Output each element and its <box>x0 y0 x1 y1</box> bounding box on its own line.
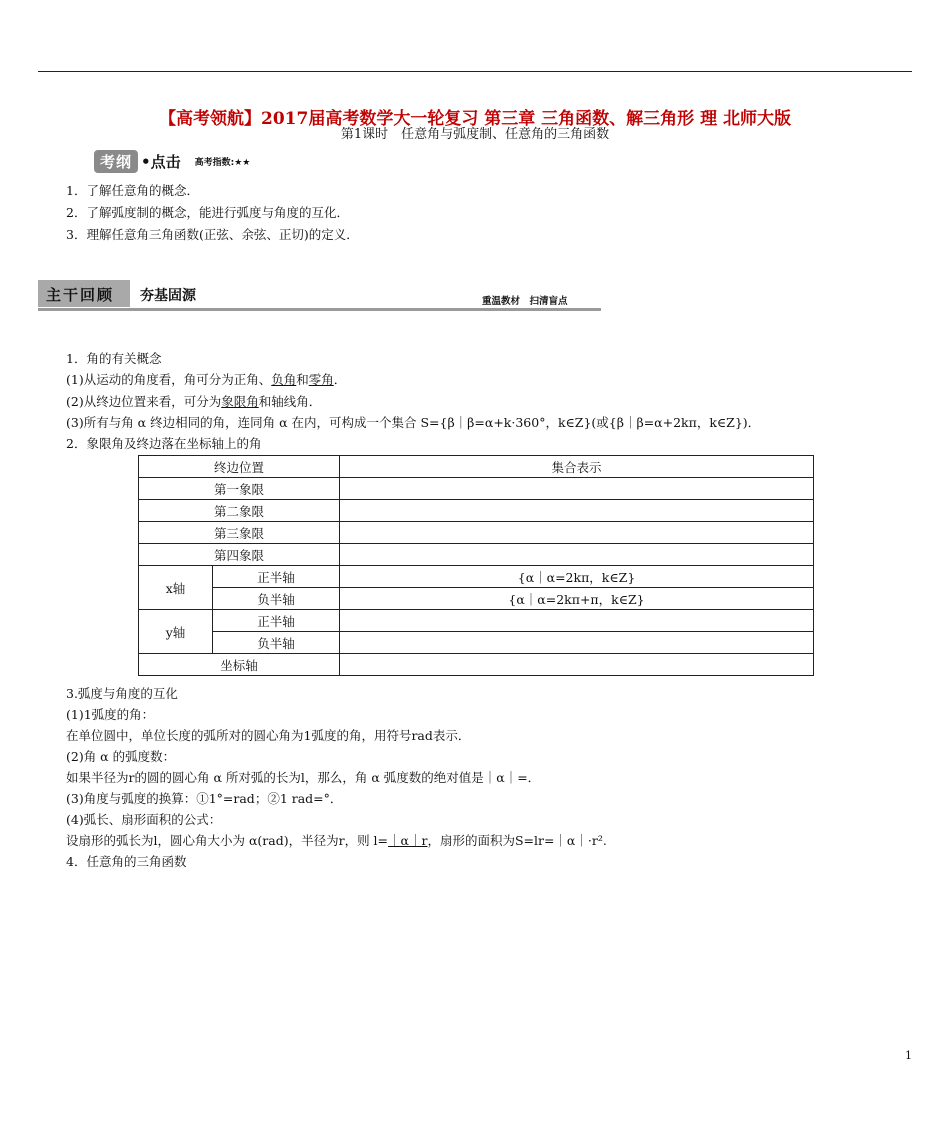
underlined-term: 零角 <box>308 372 334 387</box>
table-row <box>139 478 814 500</box>
position-cell: 坐标轴 <box>139 654 340 676</box>
table-row <box>139 654 814 676</box>
set-cell: {α｜α=2kπ，k∈Z} <box>340 566 814 588</box>
body-line: (1)从运动的角度看，角可分为正角、负角和零角． <box>66 372 347 387</box>
table-header-row <box>139 456 814 478</box>
header-cell: 集合表示 <box>340 456 814 478</box>
body-line: 2．象限角及终边落在坐标轴上的角 <box>66 436 262 451</box>
syllabus-point-label: •点击 <box>141 152 181 171</box>
table-row <box>139 632 814 654</box>
axis-cell: y轴 <box>139 610 213 654</box>
body-line: (2)角 α 的弧度数： <box>66 749 176 764</box>
underlined-term: 象限角 <box>221 394 259 409</box>
body-line: 4．任意角的三角函数 <box>66 854 187 869</box>
set-cell <box>340 522 814 544</box>
set-cell: {α｜α=2kπ+π，k∈Z} <box>340 588 814 610</box>
half-axis-cell: 负半轴 <box>213 632 340 654</box>
terminal-side-table <box>138 455 814 676</box>
half-axis-cell: 正半轴 <box>213 610 340 632</box>
section-tag <box>38 280 130 307</box>
section-band <box>38 280 601 310</box>
set-cell <box>340 610 814 632</box>
syllabus-header <box>94 150 250 172</box>
axis-cell: x轴 <box>139 566 213 610</box>
table-row <box>139 522 814 544</box>
table-row <box>139 544 814 566</box>
body-line: (3)角度与弧度的换算：①1°=rad；②1 rad=°． <box>66 791 343 806</box>
objective-item: 1．了解任意角的概念． <box>66 183 199 198</box>
body-line: (2)从终边位置来看，可分为象限角和轴线角． <box>66 394 322 409</box>
position-cell: 第二象限 <box>139 500 340 522</box>
set-cell <box>340 654 814 676</box>
syllabus-box-label: 考纲 <box>94 150 138 173</box>
objective-item: 3．理解任意角三角函数(正弦、余弦、正切)的定义． <box>66 227 359 242</box>
set-cell <box>340 544 814 566</box>
objective-item: 2．了解弧度制的概念，能进行弧度与角度的互化． <box>66 205 349 220</box>
body-line: 在单位圆中，单位长度的弧所对的圆心角为1弧度的角，用符号rad表示． <box>66 728 471 743</box>
table-row <box>139 610 814 632</box>
page-number: 1 <box>905 1049 912 1062</box>
body-line: (4)弧长、扇形面积的公式： <box>66 812 222 827</box>
body-line: 1．角的有关概念 <box>66 351 162 366</box>
body-line: (3)所有与角 α 终边相同的角，连同角 α 在内，可构成一个集合 S={β｜β=α+k·360°，k∈Z}(或{β｜β=α+2kπ，k∈Z})． <box>66 415 761 430</box>
document-title: 【高考领航】2017届高考数学大一轮复习 第三章 三角函数、解三角形 理 北师大版 <box>159 109 791 129</box>
header-cell: 终边位置 <box>139 456 340 478</box>
top-rule <box>38 71 912 72</box>
table-row <box>139 566 814 588</box>
set-cell <box>340 632 814 654</box>
half-axis-cell: 负半轴 <box>213 588 340 610</box>
position-cell: 第一象限 <box>139 478 340 500</box>
position-cell: 第三象限 <box>139 522 340 544</box>
exam-index-label: 高考指数:★★ <box>194 157 251 168</box>
body-line: 3.弧度与角度的互化 <box>66 686 178 701</box>
position-cell: 第四象限 <box>139 544 340 566</box>
table-row <box>139 500 814 522</box>
table-row <box>139 588 814 610</box>
body-line: 如果半径为r的圆的圆心角 α 所对弧的长为l，那么，角 α 弧度数的绝对值是｜α｜=． <box>66 770 541 785</box>
section-underline <box>38 308 601 311</box>
set-cell <box>340 478 814 500</box>
body-line: (1)1弧度的角： <box>66 707 155 722</box>
underlined-term: 负角 <box>271 372 297 387</box>
underlined-term: ｜α｜r <box>388 833 428 848</box>
section-name: 夯基固源 <box>140 288 196 304</box>
section-right-label: 重温教材 扫清盲点 <box>482 296 568 307</box>
set-cell <box>340 500 814 522</box>
lesson-subtitle: 第1课时 任意角与弧度制、任意角的三角函数 <box>340 127 610 142</box>
half-axis-cell: 正半轴 <box>213 566 340 588</box>
section-tag-label: 主干回顾 <box>46 286 115 304</box>
body-line: 设扇形的弧长为l，圆心角大小为 α(rad)，半径为r，则 l=｜α｜r，扇形的面积为S=lr=｜α｜·r². <box>66 833 607 848</box>
